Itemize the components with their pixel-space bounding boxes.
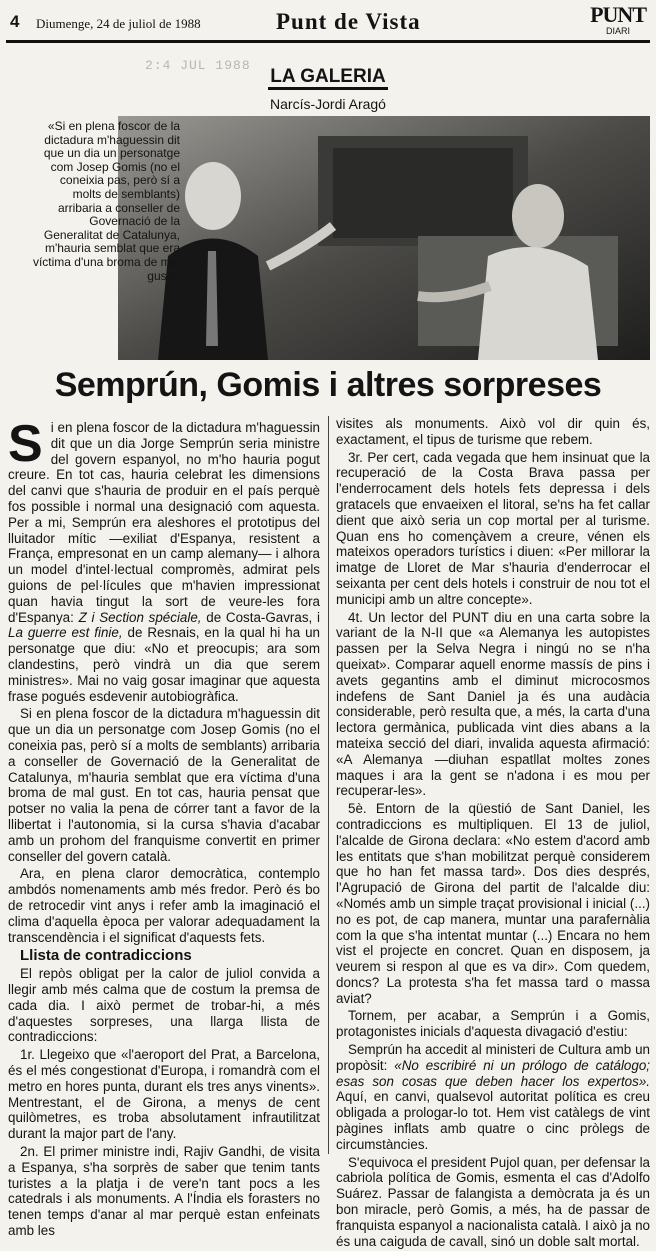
paragraph: El repòs obligat per la calor de juliol convida a llegir amb més calma que de costum la premsa de cada dia. I això permet de trobar-hi, a més d'aquestes sorpreses, una llarga llista de contradiccions: [8, 966, 320, 1045]
paragraph: Ara, en plena claror democràtica, contemplo ambdós nomenaments amb més fredor. Però és bo de retrocedir vint anys i refer amb la imaginació el clima d'aquella època per valorar adequadament la transcendència i el significat d'aquests fets. [8, 866, 320, 945]
paragraph: Si en plena foscor de la dictadura m'haguessin dit que un dia Jorge Semprún seria ministre del govern espanyol, no m'ho hauria pogut creure. En tot cas, hauria celebrat les dimensions del canvi que s'hauria de produir en el país perquè fos possible i normal una designació com aquesta. Per a mi, Semprún era aleshores el prototipus del lluitador mític —exiliat d'Espanya, resistent a França, empresonat en un camp alemany— i alhora un model d'intel·lectual compromès, admirat pels guions de pel·lícules que m'havien impressionat quan havia tingut la sort de veure-les fora d'Espanya: Z i Section spéciale, de Costa-Gavras, i La guerre est finie, de Resnais, en la qual hi ha un personatge que diu: «No et preocupis; ara som clandestins, però vindrà un dia que serem ministres». Mai no vaig gosar imaginar que aquesta frase pogués esdevenir autobiogràfica. [8, 415, 320, 704]
date-line: Diumenge, 24 de juliol de 1988 [36, 16, 201, 31]
paragraph: 4t. Un lector del PUNT diu en una carta sobre la variant de la N-II que «a Alemanya les autopistes passen per la Selva Negra i ningú no se n'ha queixat». Comparar aquell enorme massís de pins i avets gegantins amb el diminut microcosmos indefens de Sant Daniel ja és una audàcia considerable, però resulta que, a més, la carta d'una lectora germànica, publicada vint dies abans a la mateixa secció del diari, invalida aquesta afirmació: «A Alemanya —diuhan espatllat moltes zones maques i ara la gent se n'adona i es mou per recuperar-les». [336, 609, 650, 799]
author-byline: Narcís-Jordi Aragó [270, 96, 386, 112]
photo-caption: «Si en plena foscor de la dictadura m'haguessin dit que un dia un personatge com Josep Gomis (no el coneixia pas, però sí a molts de semblants) arribaria a conseller de Governació de la Generalitat de Catalunya, m'hauria semblat que era víctima d'una broma de mal gust». [32, 119, 180, 283]
paragraph: visites als monuments. Això vol dir quin és, exactament, el tipus de turisme que rebem. [336, 416, 650, 447]
column-divider [328, 416, 329, 1154]
paragraph: S'equivoca el president Pujol quan, per defensar la cabriola política de Gomis, esmenta el cas d'Adolfo Suárez. Passar de falangista a demòcrata ja és un bon miracle, però Gomis, a més, ha de passar de franquista espanyol a nacionalista català. I això ja no és una caiguda de cavall, sinó un doble salt mortal. [336, 1154, 650, 1249]
article-column-1 [8, 415, 320, 1241]
paragraph: 3r. Per cert, cada vegada que hem insinuat que la recuperació de la Costa Brava passa per l'enderrocament dels hotels fets depressa i dels gratacels que envaeixen el litoral, se'ns ha fet callar dient que això seria un cop mortal per al turisme. Quan ens ho començàvem a creure, vénen els mateixos operadors turístics i diuen: «Per millorar la imatge de Lloret de Mar s'hauria d'enderrocar el seixanta per cent dels hotels i construir de nou tot el municipi amb un altre concepte». [336, 449, 650, 607]
article-column-2 [336, 416, 650, 1251]
newspaper-logo: PUNT DIARI [590, 2, 646, 36]
paragraph: 5è. Entorn de la qüestió de Sant Daniel, les contradiccions es multipliquen. El 13 de juliol, l'alcalde de Girona declara: «No estem d'acord amb les entitats que s'han mobilitzat perquè considerem que ho han fet massa tard». Dos dies després, l'Agrupació de Girona del partit de l'alcalde diu: «Només amb un simple traçat provisional i inicial (...) no es pot, de cap manera, muntar una parafernàlia com la que s'ha intentat muntar (...) Encara no hem vist el projecte en concret. Quan en disposem, ja veurem si respon al que es va dir». Com quedem, doncs? La protesta s'ha fet massa tard o massa aviat? [336, 801, 650, 1006]
section-title: Punt de Vista [276, 9, 421, 34]
paragraph: Si en plena foscor de la dictadura m'haguessin dit que un dia un personatge com Josep Gomis (no el coneixia pas, però sí a molts de semblants) arribaria a conseller de Governació de la Generalitat de Catalunya, m'hauria semblat que era víctima d'una broma de mal gust. En tot cas, hauria pensat que potser no valia la pena de córrer tant a favor de la llibertat i l'autonomia, si la cursa s'havia d'acabar amb un prohom del franquisme convertit en primer conseller del govern català. [8, 706, 320, 864]
paragraph: Tornem, per acabar, a Semprún i a Gomis, protagonistes inicials d'aquesta divagació d'estiu: [336, 1008, 650, 1040]
subheading: Llista de contradiccions [20, 947, 192, 965]
archive-stamp: 2:4 JUL 1988 [145, 58, 251, 73]
paragraph: Semprún ha accedit al ministeri de Cultura amb un propòsit: «No escribiré ni un prólogo de catálogo; esas son cosas que deben hacer los expertos». Aquí, en canvi, qualsevol autoritat política es creu obligada a prologar-lo tot. Hem vist catàlegs de vint pàgines inflats amb quatre o cinc pròlegs de circumstàncies. [336, 1042, 650, 1152]
headline: Semprún, Gomis i altres sorpreses [54, 366, 602, 404]
masthead [6, 4, 650, 43]
paragraph: 1r. Llegeixo que «l'aeroport del Prat, a Barcelona, és el més congestionat d'Europa, i romandrà com el metro en hores punta, durant els tres anys vinents». Mentrestant, el de Girona, a menys de cent quilòmetres, es troba absolutament infrautilitzat durant la major part de l'any. [8, 1047, 320, 1142]
drop-cap: S [8, 415, 43, 473]
page-number: 4 [10, 12, 20, 31]
paragraph: 2n. El primer ministre indi, Rajiv Gandhi, de visita a Espanya, s'ha sorprès de saber que tenim tants turistes a la platja i de vere'n tant pocs a les catedrals i als monuments. A l'Índia els forasters no tenen temps d'anar al mar perquè estan enfeinats amb les [8, 1144, 320, 1239]
news-photo [118, 116, 650, 360]
column-title: LA GALERIA [0, 66, 656, 88]
